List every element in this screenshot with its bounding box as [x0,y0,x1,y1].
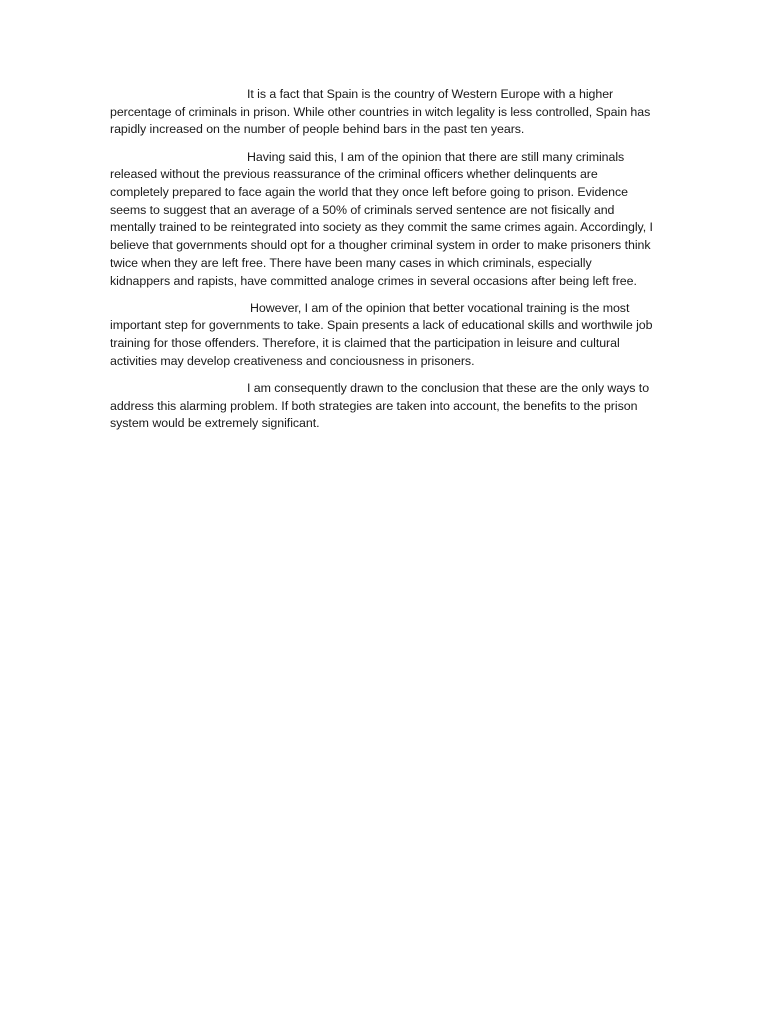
paragraph-counterpoint: However, I am of the opinion that better vocational training is the most important step for governments to take. Spain presents a lack of educational skills and worthwile job training for those offenders. Therefore, it is claimed that the participation in leisure and cultural activities may develop creativeness and conciousness in prisoners. [110,300,653,368]
document-body [110,86,655,443]
paragraph-conclusion: I am consequently drawn to the conclusion that these are the only ways to address this alarming problem. If both strategies are taken into account, the benefits to the prison system would be extremely significant. [110,381,650,431]
paragraph-argument: Having said this, I am of the opinion that there are still many criminals released without the previous reassurance of the criminal officers whether delinquents are completely prepared to face again the world that they once left before going to prison. Evidence seems to suggest that an average of a 50% of criminals served sentence are not fisically and mentally trained to be reintegrated into society as they commit the same crimes again. Accordingly, I believe that governments should opt for a thougher criminal system in order to make prisoners think twice when they are left free. There have been many cases in which criminals, especially kidnappers and rapists, have committed analoge crimes in several occasions after being left free. [110,149,653,288]
paragraph-intro: It is a fact that Spain is the country of Western Europe with a higher percentage of criminals in prison. While other countries in witch legality is less controlled, Spain has rapidly increased on the number of people behind bars in the past ten years. [110,87,651,137]
